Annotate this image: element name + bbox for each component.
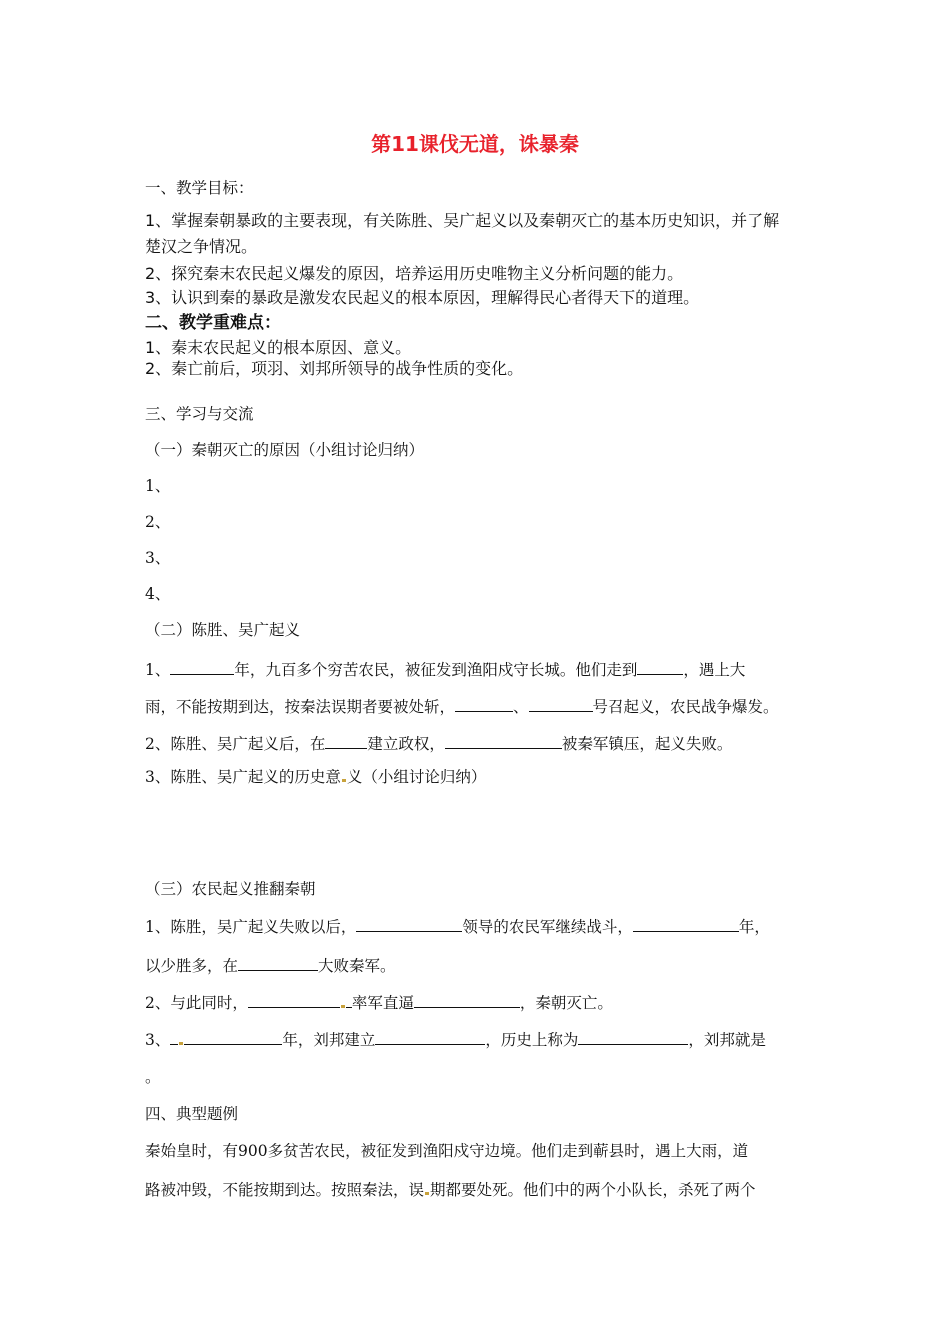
stray-mark xyxy=(341,1005,345,1008)
key-point-item-2: 2、秦亡前后，项羽、刘邦所领导的战争性质的变化。 xyxy=(145,359,524,378)
part2-line-3: 2、陈胜、吴广起义后，在 建立政权， 被秦军镇压，起义失败。 xyxy=(145,735,733,753)
fill-blank[interactable] xyxy=(184,1029,282,1045)
part3-heading: （三）农民起义推翻秦朝 xyxy=(145,880,316,898)
part2-heading: （二）陈胜、吴广起义 xyxy=(145,621,301,639)
part1-number-1: 1、 xyxy=(145,477,171,495)
section-heading-learning: 三、学习与交流 xyxy=(145,405,254,423)
fill-blank[interactable] xyxy=(248,992,340,1008)
objective-item-2: 2、探究秦末农民起义爆发的原因，培养运用历史唯物主义分析问题的能力。 xyxy=(145,264,684,283)
stray-mark xyxy=(179,1042,183,1045)
key-point-item-1: 1、秦末农民起义的根本原因、意义。 xyxy=(145,338,412,357)
fill-blank[interactable] xyxy=(445,733,562,749)
stray-mark xyxy=(342,779,346,782)
part3-line-5: 。 xyxy=(145,1068,161,1086)
fill-blank[interactable] xyxy=(170,1029,178,1045)
part2-line-4: 3、陈胜、吴广起义的历史意 义（小组讨论归纳） xyxy=(145,768,487,786)
fill-blank[interactable] xyxy=(578,1029,688,1045)
fill-blank[interactable] xyxy=(170,659,234,675)
part1-number-4: 4、 xyxy=(145,585,171,603)
part3-line-1: 1、陈胜，吴广起义失败以后， 领导的农民军继续战斗， 年， xyxy=(145,918,770,936)
objective-item-3: 3、认识到秦的暴政是激发农民起义的根本原因，理解得民心者得天下的道理。 xyxy=(145,288,700,307)
section-heading-key-points: 二、教学重难点： xyxy=(145,313,281,333)
fill-blank[interactable] xyxy=(414,992,520,1008)
part1-heading: （一）秦朝灭亡的原因（小组讨论归纳） xyxy=(145,441,425,459)
fill-blank[interactable] xyxy=(633,916,739,932)
fill-blank[interactable] xyxy=(325,733,367,749)
example-text-line-1: 秦始皇时，有900多贫苦农民，被征发到渔阳戍守边境。他们走到蕲县时，遇上大雨，道 xyxy=(145,1142,749,1160)
stray-mark xyxy=(425,1192,429,1195)
objective-item-1a: 1、掌握秦朝暴政的主要表现，有关陈胜、吴广起义以及秦朝灭亡的基本历史知识，并了解 xyxy=(145,211,780,230)
fill-blank[interactable] xyxy=(356,916,462,932)
part2-line-2: 雨，不能按期到达，按秦法误期者要被处斩， 、 号召起义，农民战争爆发。 xyxy=(145,698,779,716)
part1-number-2: 2、 xyxy=(145,513,171,531)
part3-line-2: 以少胜多，在 大败秦军。 xyxy=(145,957,396,975)
page-title: 第11课伐无道，诛暴秦 xyxy=(371,132,579,156)
part2-line-1: 1、 年，九百多个穷苦农民，被征发到渔阳戍守长城。他们走到 ，遇上大 xyxy=(145,661,746,679)
fill-blank[interactable] xyxy=(529,696,593,712)
section-heading-objectives: 一、教学目标： xyxy=(145,179,254,197)
fill-blank[interactable] xyxy=(375,1029,485,1045)
example-text-line-2: 路被冲毁，不能按期到达。按照秦法，误 期都要处死。他们中的两个小队长，杀死了两个 xyxy=(145,1181,756,1199)
objective-item-1b: 楚汉之争情况。 xyxy=(145,237,258,256)
part1-number-3: 3、 xyxy=(145,549,171,567)
part3-line-4: 3、 年，刘邦建立 ，历史上称为 ，刘邦就是 xyxy=(145,1031,766,1049)
fill-blank[interactable] xyxy=(455,696,513,712)
fill-blank[interactable] xyxy=(238,955,318,971)
part3-line-3: 2、与此同时， 率军直逼 ，秦朝灭亡。 xyxy=(145,994,613,1012)
fill-blank[interactable] xyxy=(637,659,683,675)
section-heading-examples: 四、典型题例 xyxy=(145,1105,239,1123)
